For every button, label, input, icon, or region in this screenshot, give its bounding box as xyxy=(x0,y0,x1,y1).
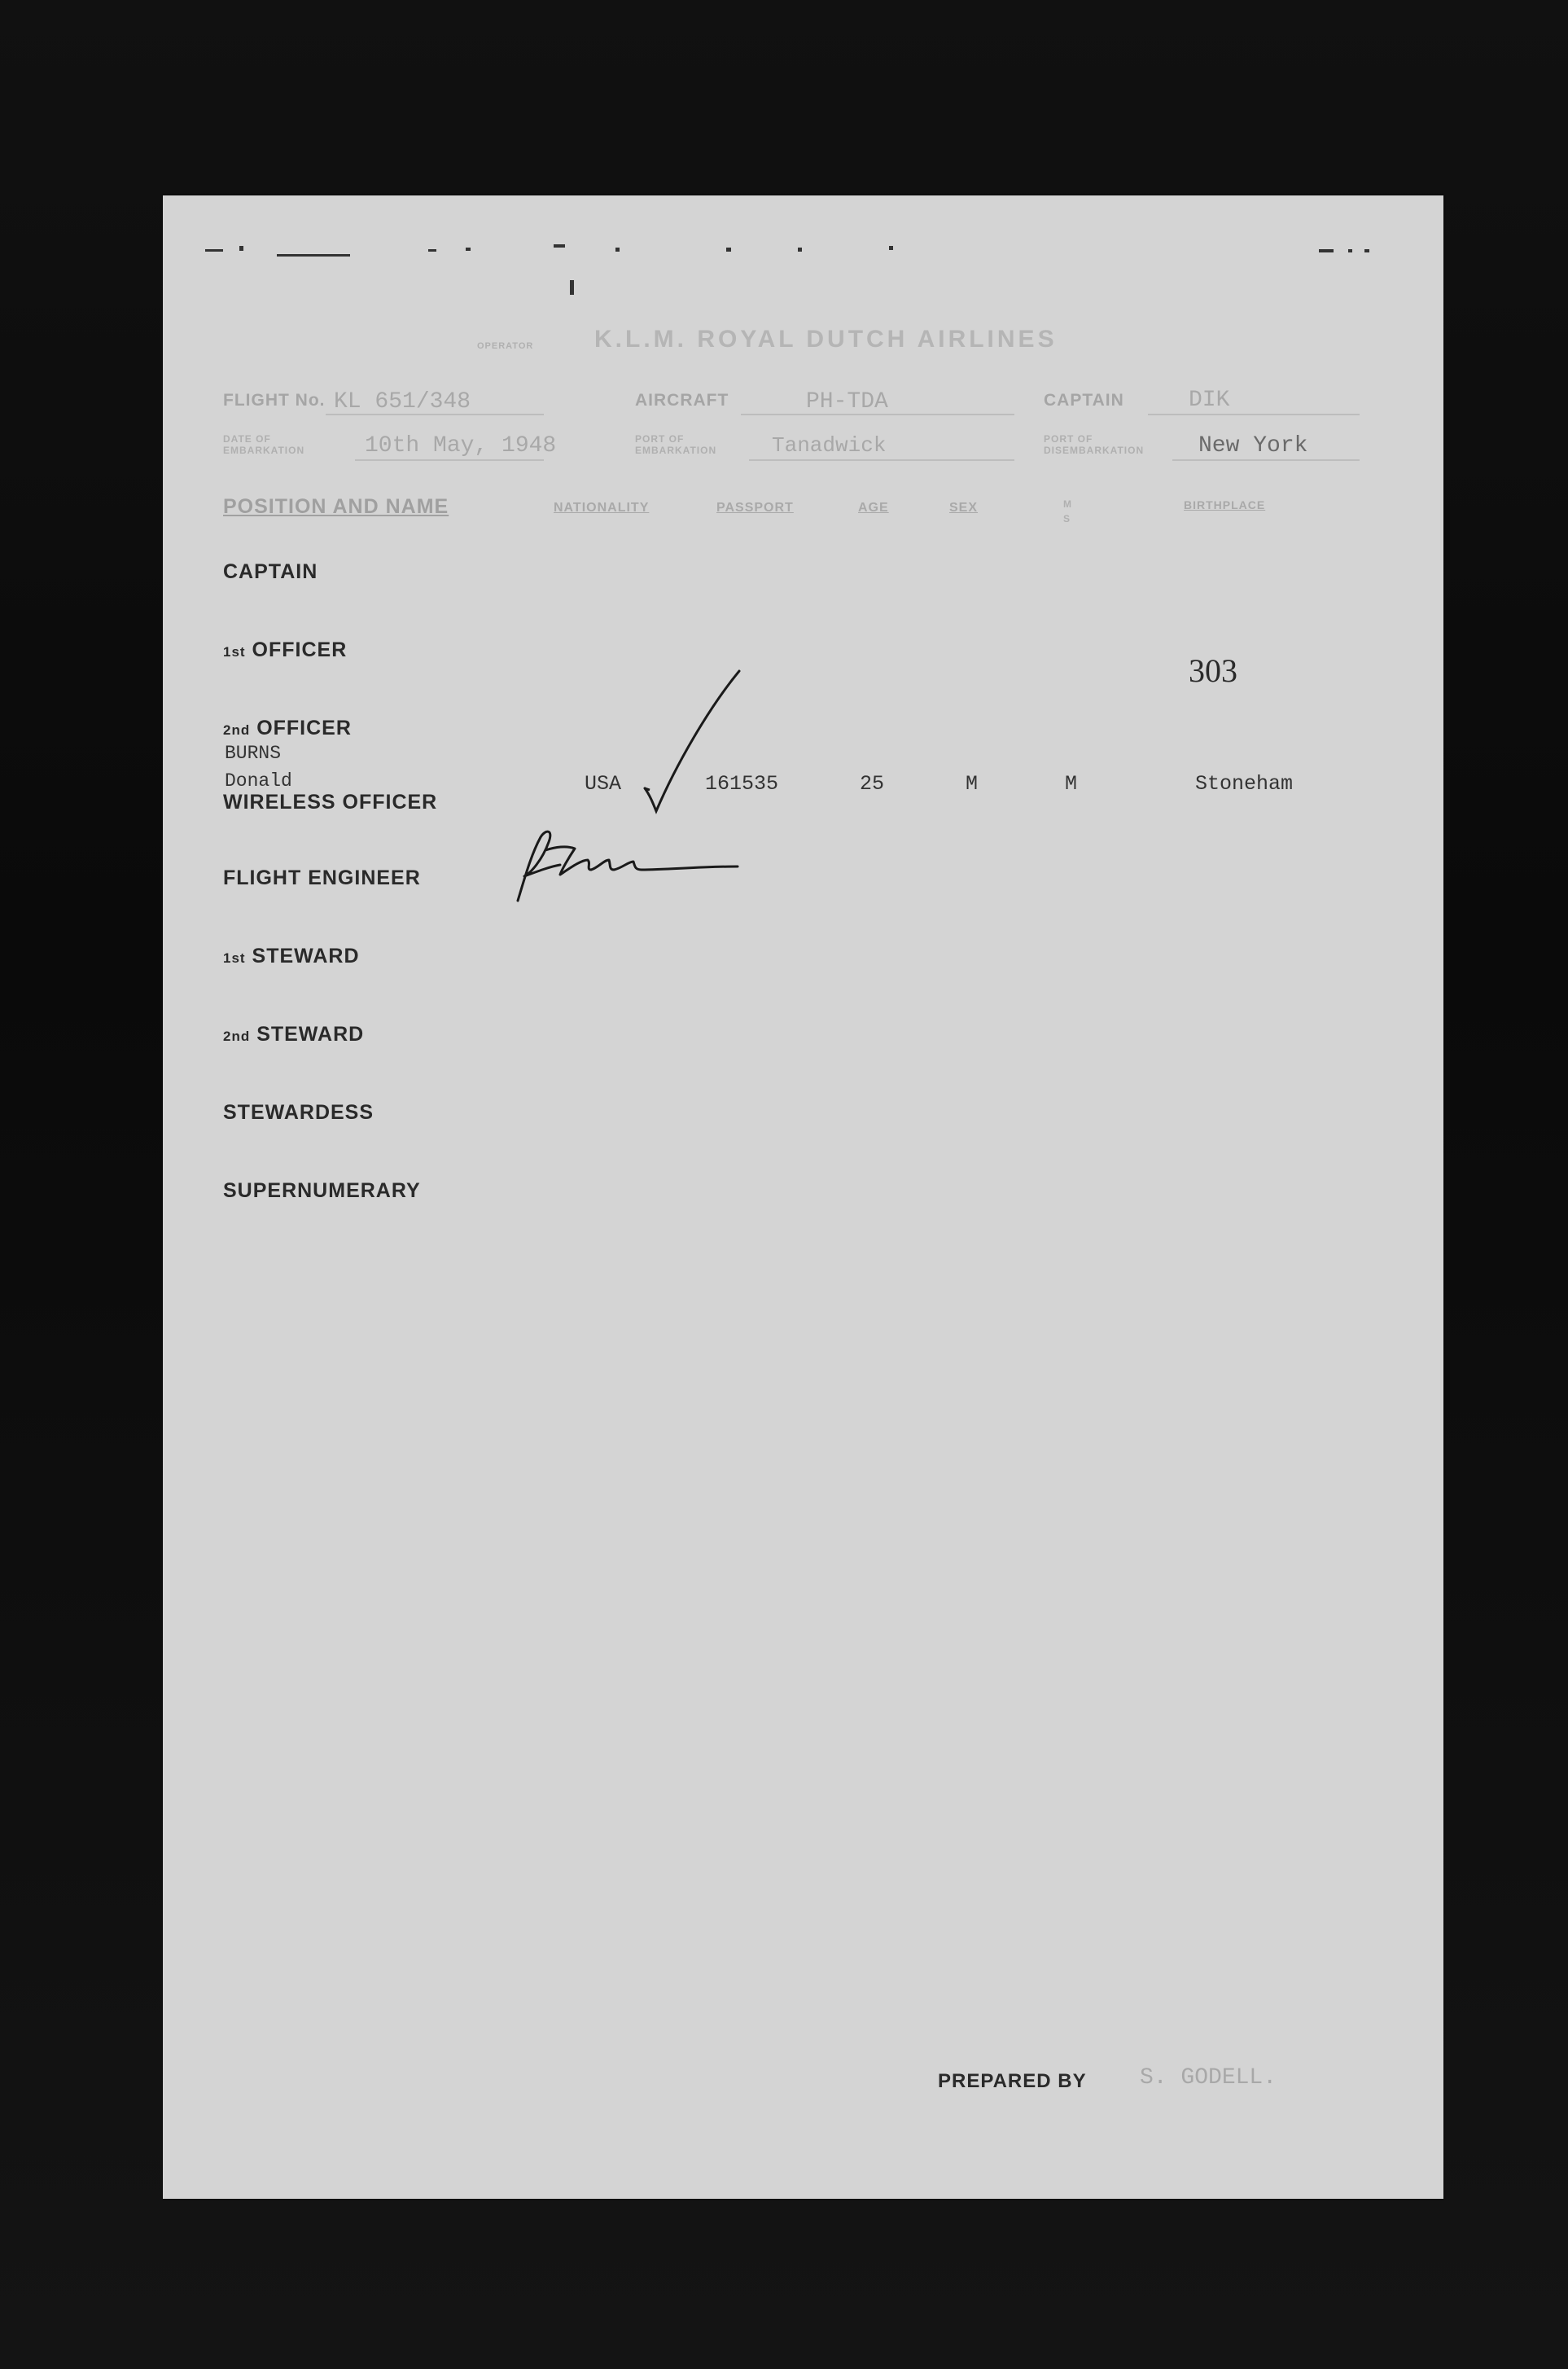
prepared-by-label: PREPARED BY xyxy=(938,2070,1087,2092)
crew-nationality: USA xyxy=(585,772,622,796)
operator-label: OPERATOR xyxy=(477,341,534,351)
first-steward-ordinal: 1st xyxy=(223,950,246,966)
aircraft-label: AIRCRAFT xyxy=(635,391,729,410)
flight-no-underline xyxy=(326,414,544,415)
aircraft-value: PH-TDA xyxy=(806,389,888,415)
col-sex: SEX xyxy=(949,501,979,515)
second-officer-label: OFFICER xyxy=(256,717,352,739)
port-emb-underline xyxy=(749,459,1014,461)
col-ms-1: M xyxy=(1063,498,1072,510)
captain-underline xyxy=(1148,414,1360,415)
position-second-steward xyxy=(223,1023,364,1046)
crew-manifest-sheet xyxy=(163,195,1443,2199)
position-supernumerary: SUPERNUMERARY xyxy=(223,1179,421,1202)
flight-no-value: KL 651/348 xyxy=(334,389,471,415)
second-steward-ordinal: 2nd xyxy=(223,1029,251,1044)
port-dis-label-1: PORT OF xyxy=(1044,433,1093,445)
position-stewardess: STEWARDESS xyxy=(223,1101,374,1124)
position-first-officer xyxy=(223,638,347,662)
port-emb-label-1: PORT OF xyxy=(635,433,685,445)
date-label-2: EMBARKATION xyxy=(223,445,305,456)
crew-marital: M xyxy=(1065,772,1078,796)
crew-birthplace: Stoneham xyxy=(1195,772,1294,796)
flight-no-label: FLIGHT No. xyxy=(223,391,326,410)
position-captain: CAPTAIN xyxy=(223,560,318,583)
port-dis-value: New York xyxy=(1198,433,1308,458)
col-ms-2: S xyxy=(1063,513,1071,524)
date-value: 10th May, 1948 xyxy=(365,433,557,458)
date-underline xyxy=(355,459,544,461)
crew-sex: M xyxy=(966,772,979,796)
prepared-by-value: S. GODELL. xyxy=(1140,2065,1277,2090)
crew-surname: BURNS xyxy=(225,743,282,764)
second-officer-ordinal: 2nd xyxy=(223,722,251,738)
position-flight-engineer: FLIGHT ENGINEER xyxy=(223,866,421,889)
col-nationality: NATIONALITY xyxy=(554,501,650,515)
col-birthplace: BIRTHPLACE xyxy=(1184,498,1266,511)
position-wireless-officer: WIRELESS OFFICER xyxy=(223,791,438,814)
stamp-number: 303 xyxy=(1189,652,1237,689)
col-passport: PASSPORT xyxy=(716,501,794,515)
port-emb-label-2: EMBARKATION xyxy=(635,445,717,456)
port-dis-label-2: DISEMBARKATION xyxy=(1044,445,1145,456)
position-first-steward xyxy=(223,945,360,968)
captain-header-label: CAPTAIN xyxy=(1044,391,1124,410)
first-officer-label: OFFICER xyxy=(252,638,348,661)
handwritten-initials-icon xyxy=(513,823,757,912)
col-position-name: POSITION AND NAME xyxy=(223,495,449,518)
aircraft-underline xyxy=(741,414,1014,415)
captain-header-value: DIK xyxy=(1189,388,1230,413)
port-dis-underline xyxy=(1172,459,1360,461)
first-steward-label: STEWARD xyxy=(252,945,360,967)
crew-given-name: Donald xyxy=(225,770,292,792)
port-emb-value: Tanadwick xyxy=(772,433,887,458)
second-steward-label: STEWARD xyxy=(256,1023,365,1046)
check-mark-icon xyxy=(635,668,749,814)
position-second-officer xyxy=(223,717,352,740)
date-label-1: DATE OF xyxy=(223,433,271,445)
first-officer-ordinal: 1st xyxy=(223,644,246,660)
crew-passport: 161535 xyxy=(705,772,779,796)
crew-age: 25 xyxy=(860,772,885,796)
operator-name: K.L.M. ROYAL DUTCH AIRLINES xyxy=(594,326,1058,353)
col-age: AGE xyxy=(858,501,889,515)
